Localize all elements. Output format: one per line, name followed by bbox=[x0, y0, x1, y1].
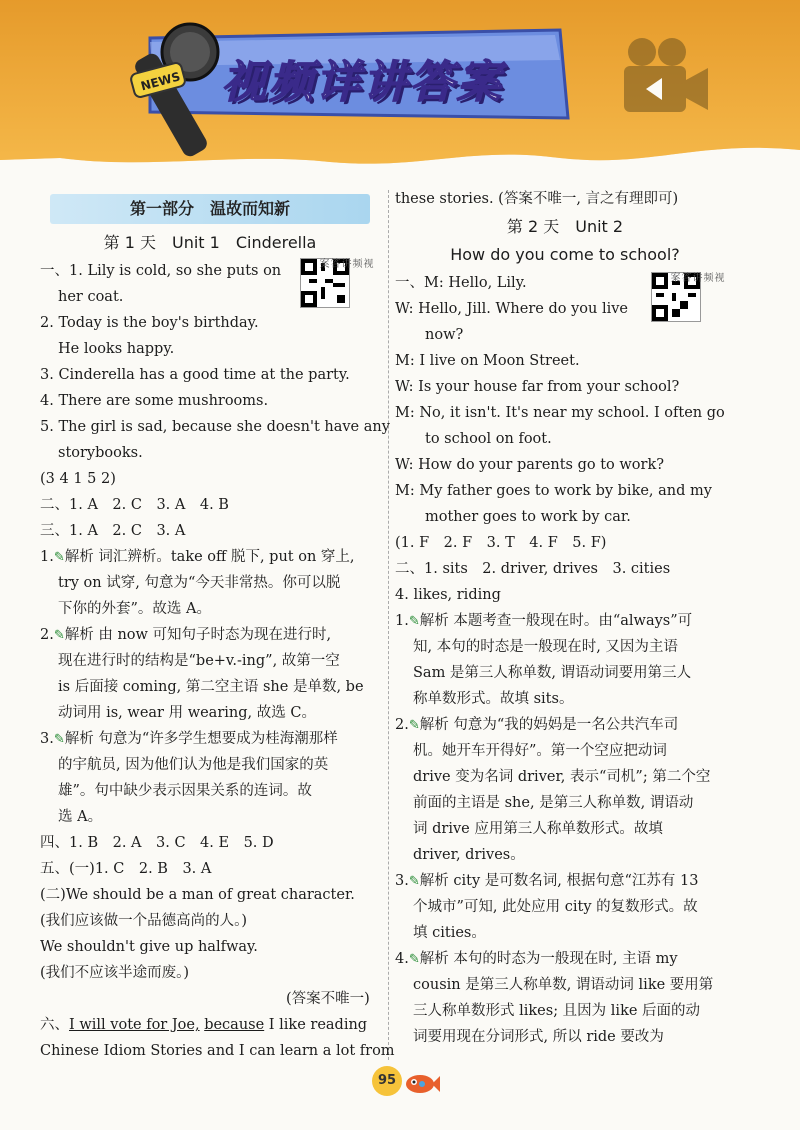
answer-line: (1. F 2. F 3. T 4. F 5. F) bbox=[395, 535, 607, 551]
qr-label: 视频讲答案 bbox=[668, 272, 723, 282]
dialogue-line: 一、M: Hello, Lily. bbox=[395, 275, 527, 291]
answer-line: Chinese Idiom Stories and I can learn a lot from bbox=[40, 1043, 395, 1059]
qr-label: 视频讲答案 bbox=[317, 258, 372, 268]
underlined-text: I will vote for Joe, bbox=[69, 1017, 200, 1033]
explanation-text: 解析 句意为“许多学生想要成为桂海潮那样 bbox=[64, 731, 338, 747]
item-number: 六、 bbox=[40, 1017, 69, 1033]
explanation-text: 解析 city 是可数名词, 根据句意“江苏有 13 bbox=[419, 873, 699, 889]
translation-line: (我们应该做一个品德高尚的人。) bbox=[40, 913, 248, 929]
explanation-line bbox=[40, 726, 338, 753]
answer-line: 五、(一)1. C 2. B 3. A bbox=[40, 861, 212, 877]
explanation-line: 雄”。句中缺少表示因果关系的连词。故 bbox=[58, 783, 312, 799]
item-number: 2. bbox=[395, 717, 409, 733]
fish-mascot-icon bbox=[402, 1070, 440, 1096]
video-camera-icon bbox=[610, 30, 710, 130]
note-line: (答案不唯一) bbox=[286, 991, 370, 1007]
explanation-line: 机。她开车开得好”。第一个空应把动词 bbox=[413, 743, 667, 759]
answer-line: 3. Cinderella has a good time at the party. bbox=[40, 367, 350, 383]
explanation-text: 解析 由 now 可知句子时态为现在进行时, bbox=[64, 627, 332, 643]
item-number: 1. bbox=[395, 613, 409, 629]
explanation-line: 填 cities。 bbox=[413, 925, 486, 941]
explanation-line: 词 drive 应用第三人称单数形式。故填 bbox=[413, 821, 663, 837]
answer-line: 二、1. sits 2. driver, drives 3. cities bbox=[395, 561, 671, 577]
explanation-line: is 后面接 coming, 第二空主语 she 是单数, be bbox=[58, 679, 364, 695]
explanation-line: 现在进行时的结构是“be+v.-ing”, 故第一空 bbox=[58, 653, 340, 669]
answer-line: these stories. (答案不唯一, 言之有理即可) bbox=[395, 191, 679, 207]
explanation-text: 解析 本句的时态为一般现在时, 主语 my bbox=[419, 951, 678, 967]
answer-line: 四、1. B 2. A 3. C 4. E 5. D bbox=[40, 835, 274, 851]
explanation-line: 个城市”可知, 此处应用 city 的复数形式。故 bbox=[413, 899, 698, 915]
answer-line: storybooks. bbox=[58, 445, 143, 461]
answer-line: 二、1. A 2. C 3. A 4. B bbox=[40, 497, 229, 513]
section-heading: 第一部分 温故而知新 bbox=[50, 194, 370, 224]
dialogue-line: to school on foot. bbox=[425, 431, 552, 447]
answer-line: 一、1. Lily is cold, so she puts on bbox=[40, 263, 282, 279]
explanation-line bbox=[395, 868, 698, 895]
explanation-line bbox=[40, 544, 355, 571]
explanation-line: 称单数形式。故填 sits。 bbox=[413, 691, 574, 707]
dialogue-line: mother goes to work by car. bbox=[425, 509, 631, 525]
dialogue-line: W: How do your parents go to work? bbox=[395, 457, 665, 473]
answer-line: her coat. bbox=[58, 289, 124, 305]
page-number: 95 bbox=[372, 1066, 402, 1096]
explanation-text: 解析 句意为“我的妈妈是一名公共汽车司 bbox=[419, 717, 679, 733]
explanation-line: cousin 是第三人称单数, 谓语动词 like 要用第 bbox=[413, 977, 714, 993]
answer-line: We shouldn't give up halfway. bbox=[40, 939, 258, 955]
explanation-line: 前面的主语是 she, 是第三人称单数, 谓语动 bbox=[413, 795, 694, 811]
dialogue-line: W: Hello, Jill. Where do you live bbox=[395, 301, 629, 317]
explanation-line bbox=[395, 946, 678, 973]
explanation-text: 解析 词汇辨析。take off 脱下, put on 穿上, bbox=[64, 549, 355, 565]
answer-line: 4. likes, riding bbox=[395, 587, 501, 603]
column-divider bbox=[388, 190, 389, 1060]
item-number: 3. bbox=[395, 873, 409, 889]
explanation-line bbox=[40, 622, 331, 649]
dialogue-line: W: Is your house far from your school? bbox=[395, 379, 680, 395]
unit-title: 第 1 天 Unit 1 Cinderella bbox=[103, 233, 317, 252]
explanation-line: Sam 是第三人称单数, 谓语动词要用第三人 bbox=[413, 665, 692, 681]
dialogue-line: M: No, it isn't. It's near my school. I often go bbox=[395, 405, 725, 421]
explanation-line: driver, drives。 bbox=[413, 847, 525, 863]
dialogue-line: M: I live on Moon Street. bbox=[395, 353, 580, 369]
unit-title: 第 2 天 Unit 2 bbox=[506, 217, 624, 236]
explanation-line bbox=[395, 712, 678, 739]
explanation-line: 下你的外套”。故选 A。 bbox=[58, 601, 211, 617]
explanation-line: 知, 本句的时态是一般现在时, 又因为主语 bbox=[413, 639, 678, 655]
answer-line: (3 4 1 5 2) bbox=[40, 471, 116, 487]
dialogue-line: now? bbox=[425, 327, 464, 343]
explanation-line: 动词用 is, wear 用 wearing, 故选 C。 bbox=[58, 705, 316, 721]
pencil-icon: ✎ bbox=[408, 874, 420, 889]
explanation-line: try on 试穿, 句意为“今天非常热。你可以脱 bbox=[58, 575, 341, 591]
mic-tag-text: NEWS bbox=[139, 69, 182, 94]
explanation-line: 选 A。 bbox=[58, 809, 103, 825]
translation-line: (我们不应该半途而废。) bbox=[40, 965, 190, 981]
header-banner bbox=[0, 0, 800, 200]
explanation-line: 的宇航员, 因为他们认为他是我们国家的英 bbox=[58, 757, 329, 773]
answer-line: 2. Today is the boy's birthday. bbox=[40, 315, 259, 331]
pencil-icon: ✎ bbox=[408, 614, 420, 629]
pencil-icon: ✎ bbox=[408, 718, 420, 733]
answer-line: 5. The girl is sad, because she doesn't have any bbox=[40, 419, 390, 435]
explanation-text: 解析 本题考查一般现在时。由“always”可 bbox=[419, 613, 693, 629]
explanation-line: drive 变为名词 driver, 表示“司机”; 第二个空 bbox=[413, 769, 711, 785]
item-number: 1. bbox=[40, 549, 54, 565]
answer-line bbox=[40, 1012, 367, 1038]
explanation-line: 词要用现在分词形式, 所以 ride 要改为 bbox=[413, 1029, 664, 1045]
answer-line: He looks happy. bbox=[58, 341, 175, 357]
pencil-icon: ✎ bbox=[53, 732, 65, 747]
answer-text: I like reading bbox=[268, 1017, 368, 1033]
item-number: 2. bbox=[40, 627, 54, 643]
item-number: 4. bbox=[395, 951, 409, 967]
answer-line: 4. There are some mushrooms. bbox=[40, 393, 269, 409]
explanation-line bbox=[395, 608, 692, 635]
item-number: 3. bbox=[40, 731, 54, 747]
pencil-icon: ✎ bbox=[53, 628, 65, 643]
explanation-line: 三人称单数形式 likes; 且因为 like 后面的动 bbox=[413, 1003, 701, 1019]
unit-subtitle: How do you come to school? bbox=[450, 245, 680, 264]
dialogue-line: M: My father goes to work by bike, and my bbox=[395, 483, 712, 499]
pencil-icon: ✎ bbox=[408, 952, 420, 967]
pencil-icon: ✎ bbox=[53, 550, 65, 565]
underlined-text: because bbox=[204, 1017, 265, 1033]
answer-line: (二)We should be a man of great character. bbox=[40, 887, 355, 903]
answer-line: 三、1. A 2. C 3. A bbox=[40, 523, 186, 539]
banner-title: 视频详讲答案 bbox=[222, 57, 504, 108]
